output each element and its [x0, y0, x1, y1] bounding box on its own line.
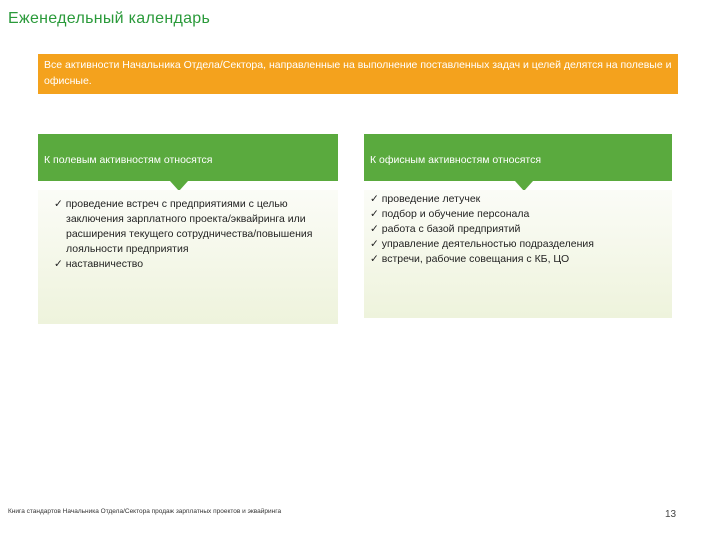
list-item [370, 252, 666, 267]
checkmark-icon: ✓ [370, 223, 379, 235]
field-activities-panel [38, 190, 338, 324]
list-item [370, 237, 666, 252]
checkmark-icon: ✓ [54, 198, 63, 210]
footer-text: Книга стандартов Начальника Отдела/Сектора продаж зарплатных проектов и эквайринга [8, 508, 282, 515]
office-activities-panel [364, 190, 672, 318]
list-item [370, 192, 666, 207]
field-activities-list [46, 197, 330, 272]
office-activities-header-label: К офисным активностям относятся [370, 154, 542, 166]
field-activities-header-label: К полевым активностям относятся [44, 154, 213, 166]
list-item-text: встречи, рабочие совещания с КБ, ЦО [381, 253, 570, 265]
checkmark-icon: ✓ [370, 208, 379, 220]
list-item [46, 257, 330, 272]
checkmark-icon: ✓ [54, 258, 63, 270]
checkmark-icon: ✓ [370, 193, 379, 205]
list-item-text: наставничество [65, 258, 144, 270]
page-number: 13 [665, 509, 677, 520]
list-item-text: проведение встреч с предприятиями с целью заключения зарплатного проекта/эквайринга или расширения текущего сотрудничества/повышения лояльности предприятия [65, 198, 313, 255]
page-title: Еженедельный календарь [8, 10, 211, 27]
list-item [370, 207, 666, 222]
list-item-text: управление деятельностью подразделения [381, 238, 594, 250]
office-activities-list [370, 192, 666, 267]
list-item-text: подбор и обучение персонала [381, 208, 530, 220]
list-item [46, 197, 330, 257]
checkmark-icon: ✓ [370, 253, 379, 265]
office-activities-header [364, 134, 672, 181]
checkmark-icon: ✓ [370, 238, 379, 250]
field-activities-header [38, 134, 338, 181]
list-item-text: проведение летучек [381, 193, 481, 205]
intro-banner-text: Все активности Начальника Отдела/Сектора, направленные на выполнение поставленных задач и целей делятся на полевые и офисные. [44, 59, 672, 87]
list-item [370, 222, 666, 237]
intro-banner [38, 54, 678, 94]
list-item-text: работа с базой предприятий [381, 223, 521, 235]
